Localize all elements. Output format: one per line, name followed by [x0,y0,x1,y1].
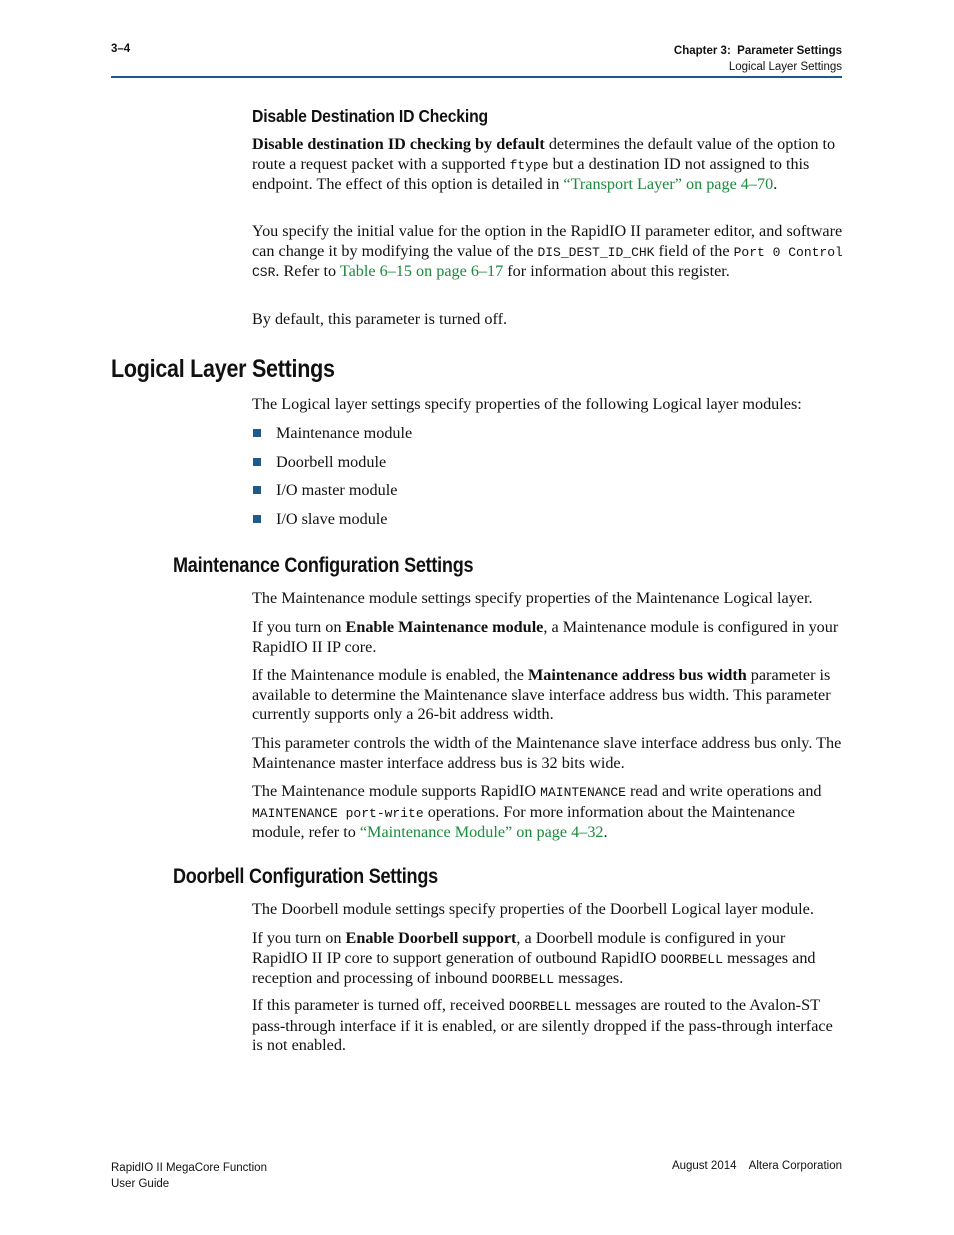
list-item-label: Doorbell module [276,452,387,471]
bold-term: Enable Maintenance module [345,618,544,636]
code: DOORBELL [491,972,555,988]
heading-logical-layer-settings: Logical Layer Settings [111,355,335,383]
text: parameter is available to determine the Maintenance slave interface address bus width. This parameter currently supports only a 26-bit address width. [252,666,831,724]
bullet-square-icon [253,429,261,437]
paragraph: By default, this parameter is turned off. [252,310,508,328]
bold-term: Disable destination ID checking by default [252,135,545,153]
bullet-square-icon [253,458,261,466]
text: but a destination ID not assigned to this endpoint. The effect of this option is detailed in [252,154,810,194]
text: The Maintenance module supports RapidIO [252,782,541,800]
paragraph [252,222,844,283]
code: MAINTENANCE [540,785,626,800]
paragraph: The Maintenance module settings specify properties of the Maintenance Logical layer. [252,589,813,607]
code: DOORBELL [660,951,723,967]
bullet-square-icon [253,515,261,523]
header-rule [111,76,842,78]
heading-disable-destination: Disable Destination ID Checking [252,106,488,126]
text: messages. [554,969,624,988]
text: field of the [654,241,734,260]
paragraph [252,996,844,1056]
list-item [252,423,412,452]
section-title: Logical Layer Settings [728,61,842,73]
document-type: User Guide [111,1178,170,1190]
list-item [252,480,412,509]
text: determines the default value of the option to route a request packet with a supported [252,135,836,173]
text: for information about this register. [503,262,730,281]
code: MAINTENANCE port-write [252,805,424,821]
bold-term: Enable Doorbell support [345,929,517,947]
list-item [252,509,412,538]
paragraph: The Doorbell module settings specify properties of the Doorbell Logical layer module. [252,900,814,918]
page-number: 3–4 [111,43,131,55]
paragraph [252,618,844,657]
cross-reference-link[interactable]: Table 6–15 on page 6–17 [339,262,504,281]
footer-date-company: August 2014 Altera Corporation [671,1160,842,1172]
paragraph [252,666,844,725]
list-item-label: I/O slave module [276,510,388,529]
text: messages and reception and processing of inbound [252,948,816,988]
product-name: RapidIO II MegaCore Function [111,1162,267,1174]
code: Port 0 Control CSR [252,244,843,281]
text: . [603,823,608,842]
chapter-title: Chapter 3: Parameter Settings [673,45,842,57]
bold-term: Maintenance address bus width [528,666,747,684]
text: messages are routed to the Avalon-ST pass-through interface if it is enabled, or are silently dropped if the pass-through interface is not enabled. [252,996,833,1055]
cross-reference-link[interactable]: “Transport Layer” on page 4–70 [563,175,774,194]
list-item-label: Maintenance module [276,424,413,442]
text: . Refer to [275,262,340,281]
code: ftype [509,157,549,173]
text: . [773,175,778,194]
text: If the Maintenance module is enabled, the [252,666,528,684]
paragraph [252,135,844,195]
heading-maintenance-configuration: Maintenance Configuration Settings [173,554,474,577]
text: , a Doorbell module is configured in your RapidIO II IP core to support generation of outbound RapidIO [252,929,786,967]
bullet-square-icon [253,486,261,494]
footer-product [111,1160,267,1192]
list-item [252,452,412,481]
paragraph [252,929,844,990]
running-header [674,43,842,75]
text: If you turn on [252,929,346,947]
text: operations. For more information about the Maintenance module, refer to [252,802,795,842]
list-item-label: I/O master module [276,481,398,500]
code: DIS_DEST_ID_CHK [537,244,655,260]
text: If this parameter is turned off, received [252,996,509,1014]
paragraph: This parameter controls the width of the Maintenance slave interface address bus only. The Maintenance master interface address bus is 32 bits wide. [252,734,842,772]
text: You specify the initial value for the option in the RapidIO II parameter editor, and software can change it by modifying the value of the [252,222,843,260]
text: read and write operations and [626,782,822,800]
heading-doorbell-configuration: Doorbell Configuration Settings [173,865,438,888]
paragraph: The Logical layer settings specify properties of the following Logical layer modules: [252,395,802,413]
paragraph [252,782,844,843]
module-list [252,423,412,538]
cross-reference-link[interactable]: “Maintenance Module” on page 4–32 [359,823,604,842]
text: If you turn on [252,618,346,636]
text: , a Maintenance module is configured in your RapidIO II IP core. [252,618,839,656]
code: DOORBELL [508,999,572,1014]
